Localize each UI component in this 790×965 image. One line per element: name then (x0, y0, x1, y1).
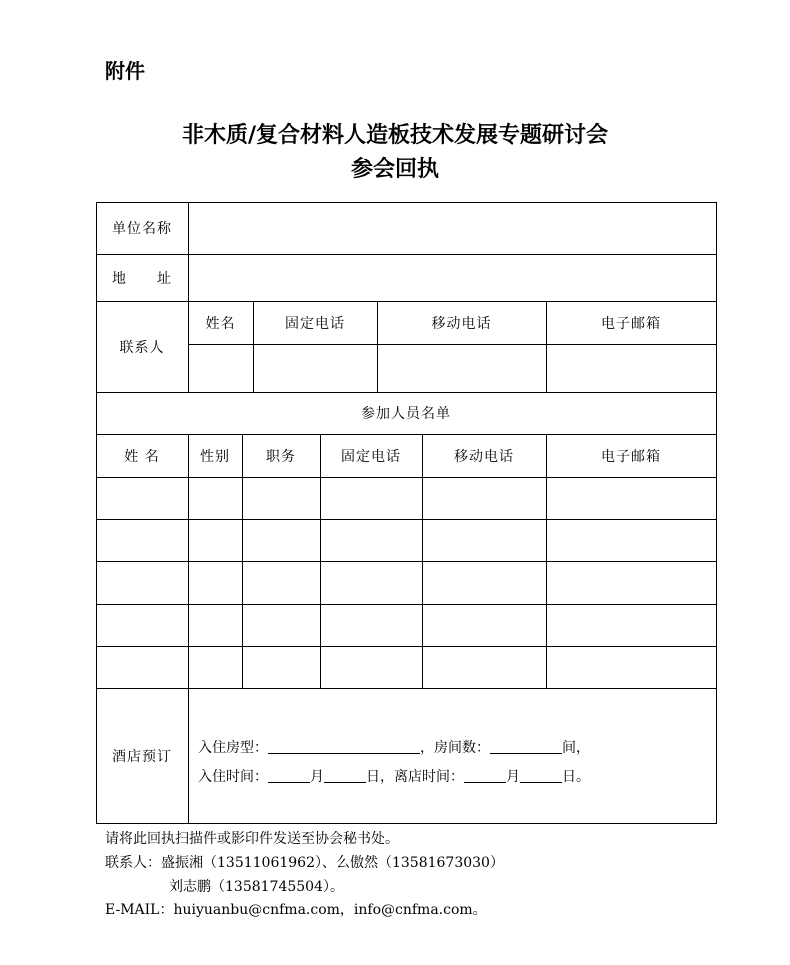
checkout-day-unit: 日。 (562, 769, 590, 785)
attendee-row-1[interactable] (97, 478, 716, 519)
contact-header-email: 电子邮箱 (601, 315, 661, 332)
address-field[interactable] (189, 255, 716, 301)
contact-header-mobile: 移动电话 (431, 315, 492, 332)
checkout-day-field[interactable] (520, 768, 562, 783)
unit-name-field[interactable] (189, 203, 716, 254)
unit-name-label: 单位名称 (112, 221, 172, 237)
address-label: 地 址 (112, 270, 172, 287)
checkin-month-unit: 月 (310, 769, 324, 785)
contact-email-field[interactable] (547, 345, 716, 392)
attachment-label: 附件 (105, 59, 145, 83)
contact-mobile-field[interactable] (378, 345, 546, 392)
attendee-row-3[interactable] (97, 562, 716, 604)
attendees-header: 参加人员名单 (361, 406, 451, 422)
contact-header-landline: 固定电话 (285, 315, 345, 332)
room-count-field[interactable] (490, 739, 562, 754)
room-type-field[interactable] (268, 739, 420, 754)
hotel-label: 酒店预订 (112, 749, 172, 765)
checkout-month-field[interactable] (464, 768, 506, 783)
footer-email: E-MAIL：huiyuanbu@cnfma.com，info@cnfma.com。 (105, 902, 487, 918)
attendee-row-5[interactable] (97, 647, 716, 688)
checkin-label: 入住时间： (198, 769, 268, 785)
attendee-header-name: 姓 名 (124, 448, 160, 465)
contact-landline-field[interactable] (254, 345, 377, 392)
footer-contacts-continued: 刘志鹏（13581745504）。 (169, 879, 344, 895)
checkout-label: 日，离店时间： (366, 769, 464, 785)
contact-label: 联系人 (119, 339, 165, 356)
attendee-header-email: 电子邮箱 (601, 448, 661, 465)
attendee-header-landline: 固定电话 (341, 448, 401, 465)
attendee-row-4[interactable] (97, 605, 716, 646)
attendee-header-position: 职务 (266, 448, 296, 465)
contact-name-field[interactable] (189, 345, 253, 392)
contact-header-name: 姓名 (205, 315, 236, 332)
rooms-unit: 间， (562, 740, 590, 756)
footer-contacts: 联系人：盛振湘（13511061962）、么傲然（13581673030） (105, 855, 504, 871)
form-title: 非木质/复合材料人造板技术发展专题研讨会 (181, 123, 609, 148)
checkin-day-field[interactable] (324, 768, 366, 783)
attendee-header-mobile: 移动电话 (454, 448, 514, 465)
attendee-row-2[interactable] (97, 520, 716, 561)
room-type-label: 入住房型： (198, 740, 268, 756)
attendee-header-gender: 性别 (200, 448, 230, 465)
checkout-month-unit: 月 (506, 769, 520, 785)
rooms-label: ，房间数： (420, 740, 490, 756)
hotel-date-line (198, 766, 590, 786)
footer-instruction: 请将此回执扫描件或影印件发送至协会秘书处。 (105, 831, 399, 847)
hotel-room-line (198, 737, 590, 757)
form-subtitle: 参会回执 (350, 157, 439, 182)
checkin-month-field[interactable] (268, 768, 310, 783)
